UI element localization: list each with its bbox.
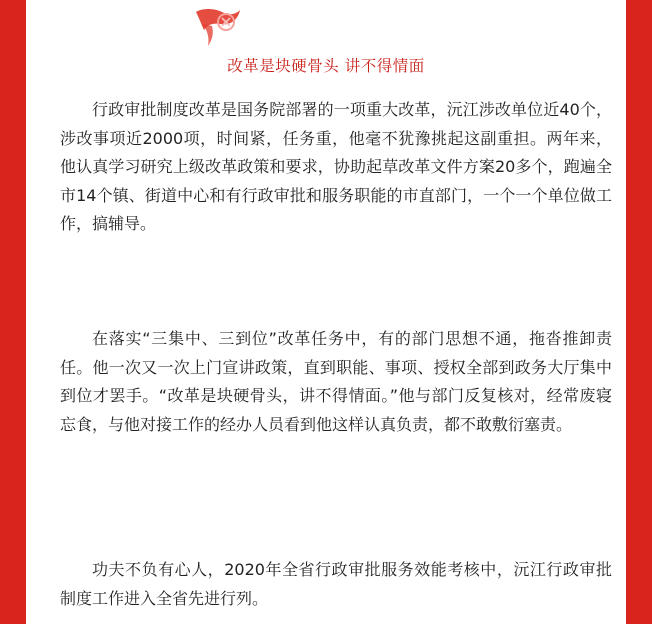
left-red-border (0, 0, 26, 624)
party-flag-icon (192, 6, 242, 48)
section-heading: 改革是块硬骨头 讲不得情面 (227, 57, 425, 75)
paragraph: 功夫不负有心人，2020年全省行政审批服务效能考核中，沅江行政审批制度工作进入全省先进行列。 (60, 560, 612, 608)
right-red-border (626, 0, 652, 624)
paragraph: 行政审批制度改革是国务院部署的一项重大改革，沅江涉改单位近40个，涉改事项近2000项，时间紧，任务重，他毫不犹豫挑起这副重担。两年来，他认真学习研究上级改革政策和要求，协助起草改革文件方案20多个，跑遍全市14个镇、街道中心和有行政审批和服务职能的市直部门，一个一个单位做工作，搞辅导。 (60, 100, 612, 233)
paragraph: 在落实“三集中、三到位”改革任务中，有的部门思想不通，拖沓推卸责任。他一次又一次上门宣讲政策，直到职能、事项、授权全部到政务大厅集中到位才罢手。“改革是块硬骨头，讲不得情面。”他与部门反复核对，经常废寝忘食，与他对接工作的经办人员看到他这样认真负责，都不敢敷衍塞责。 (60, 329, 612, 434)
